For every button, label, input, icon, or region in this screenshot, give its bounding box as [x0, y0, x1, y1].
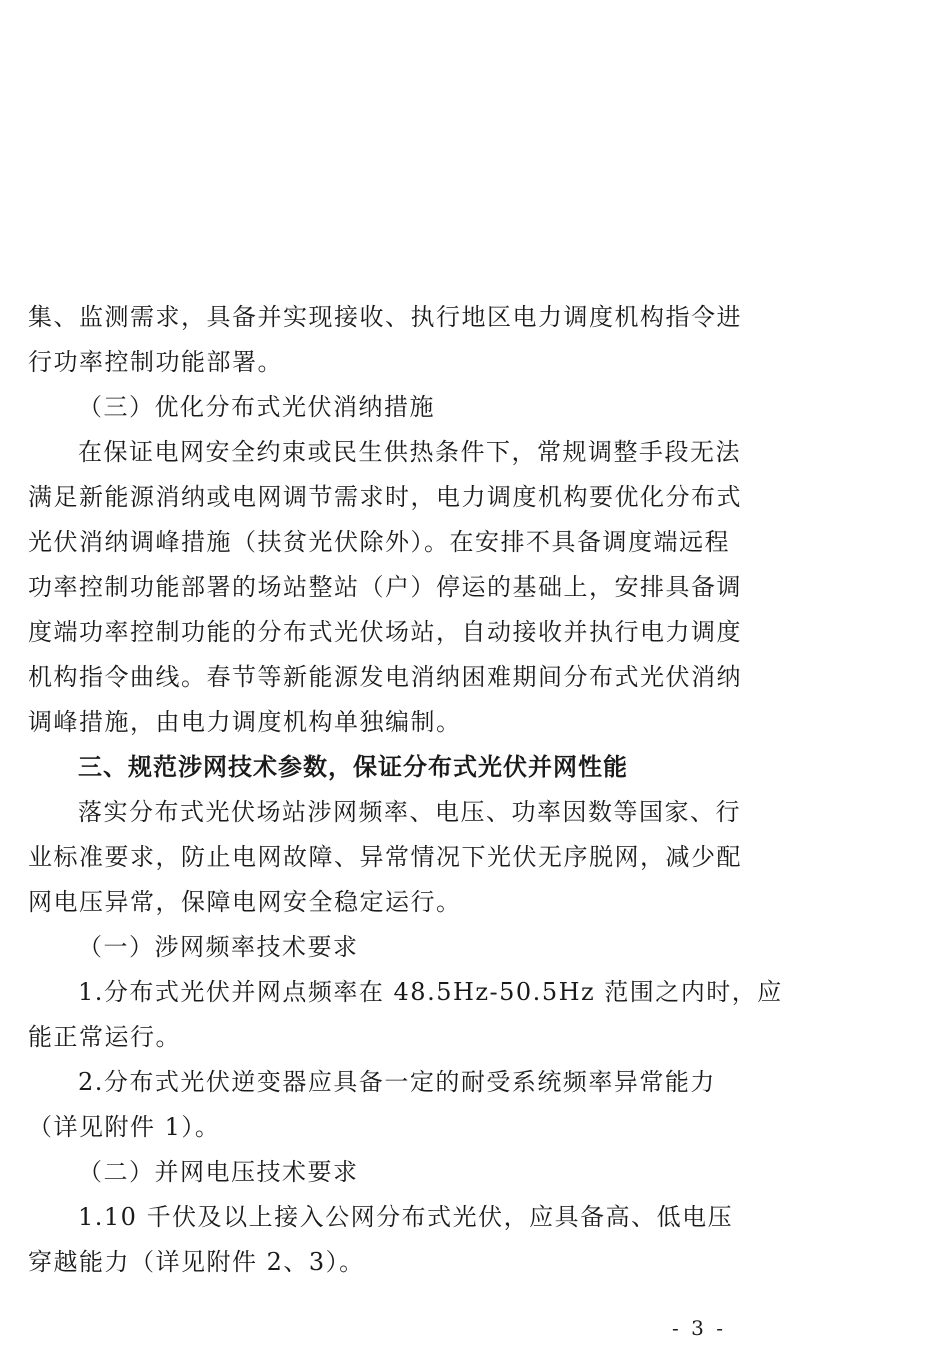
- subsection-heading: （一）涉网频率技术要求: [78, 933, 359, 961]
- text-line: 满足新能源消纳或电网调节需求时，电力调度机构要优化分布式: [28, 483, 742, 511]
- text-line: 业标准要求，防止电网故障、异常情况下光伏无序脱网，减少配: [28, 843, 742, 871]
- subsection-heading: （三）优化分布式光伏消纳措施: [78, 393, 435, 421]
- text-line: 集、监测需求，具备并实现接收、执行地区电力调度机构指令进: [28, 303, 742, 331]
- subsection-heading: （二）并网电压技术要求: [78, 1158, 359, 1186]
- page-number: - 3 -: [672, 1316, 726, 1340]
- text-line: 1.10 千伏及以上接入公网分布式光伏，应具备高、低电压: [78, 1203, 734, 1231]
- text-line: 在保证电网安全约束或民生供热条件下，常规调整手段无法: [78, 438, 741, 466]
- document-body: [28, 295, 783, 1285]
- text-line: （详见附件 1）。: [28, 1113, 221, 1141]
- text-line: 网电压异常，保障电网安全稳定运行。: [28, 888, 462, 916]
- text-line: 光伏消纳调峰措施（扶贫光伏除外）。在安排不具备调度端远程: [28, 528, 730, 556]
- text-line: 1.分布式光伏并网点频率在 48.5Hz-50.5Hz 范围之内时，应: [78, 978, 783, 1006]
- text-line: 落实分布式光伏场站涉网频率、电压、功率因数等国家、行: [78, 798, 741, 826]
- text-line: 度端功率控制功能的分布式光伏场站，自动接收并执行电力调度: [28, 618, 742, 646]
- text-line: 机构指令曲线。春节等新能源发电消纳困难期间分布式光伏消纳: [28, 663, 742, 691]
- text-line: 功率控制功能部署的场站整站（户）停运的基础上，安排具备调: [28, 573, 742, 601]
- text-line: 调峰措施，由电力调度机构单独编制。: [28, 708, 462, 736]
- text-line: 2.分布式光伏逆变器应具备一定的耐受系统频率异常能力: [78, 1068, 716, 1096]
- text-line: 能正常运行。: [28, 1023, 181, 1051]
- section-heading: 三、规范涉网技术参数，保证分布式光伏并网性能: [78, 753, 628, 781]
- text-line: 穿越能力（详见附件 2、3）。: [28, 1248, 365, 1276]
- text-line: 行功率控制功能部署。: [28, 348, 283, 376]
